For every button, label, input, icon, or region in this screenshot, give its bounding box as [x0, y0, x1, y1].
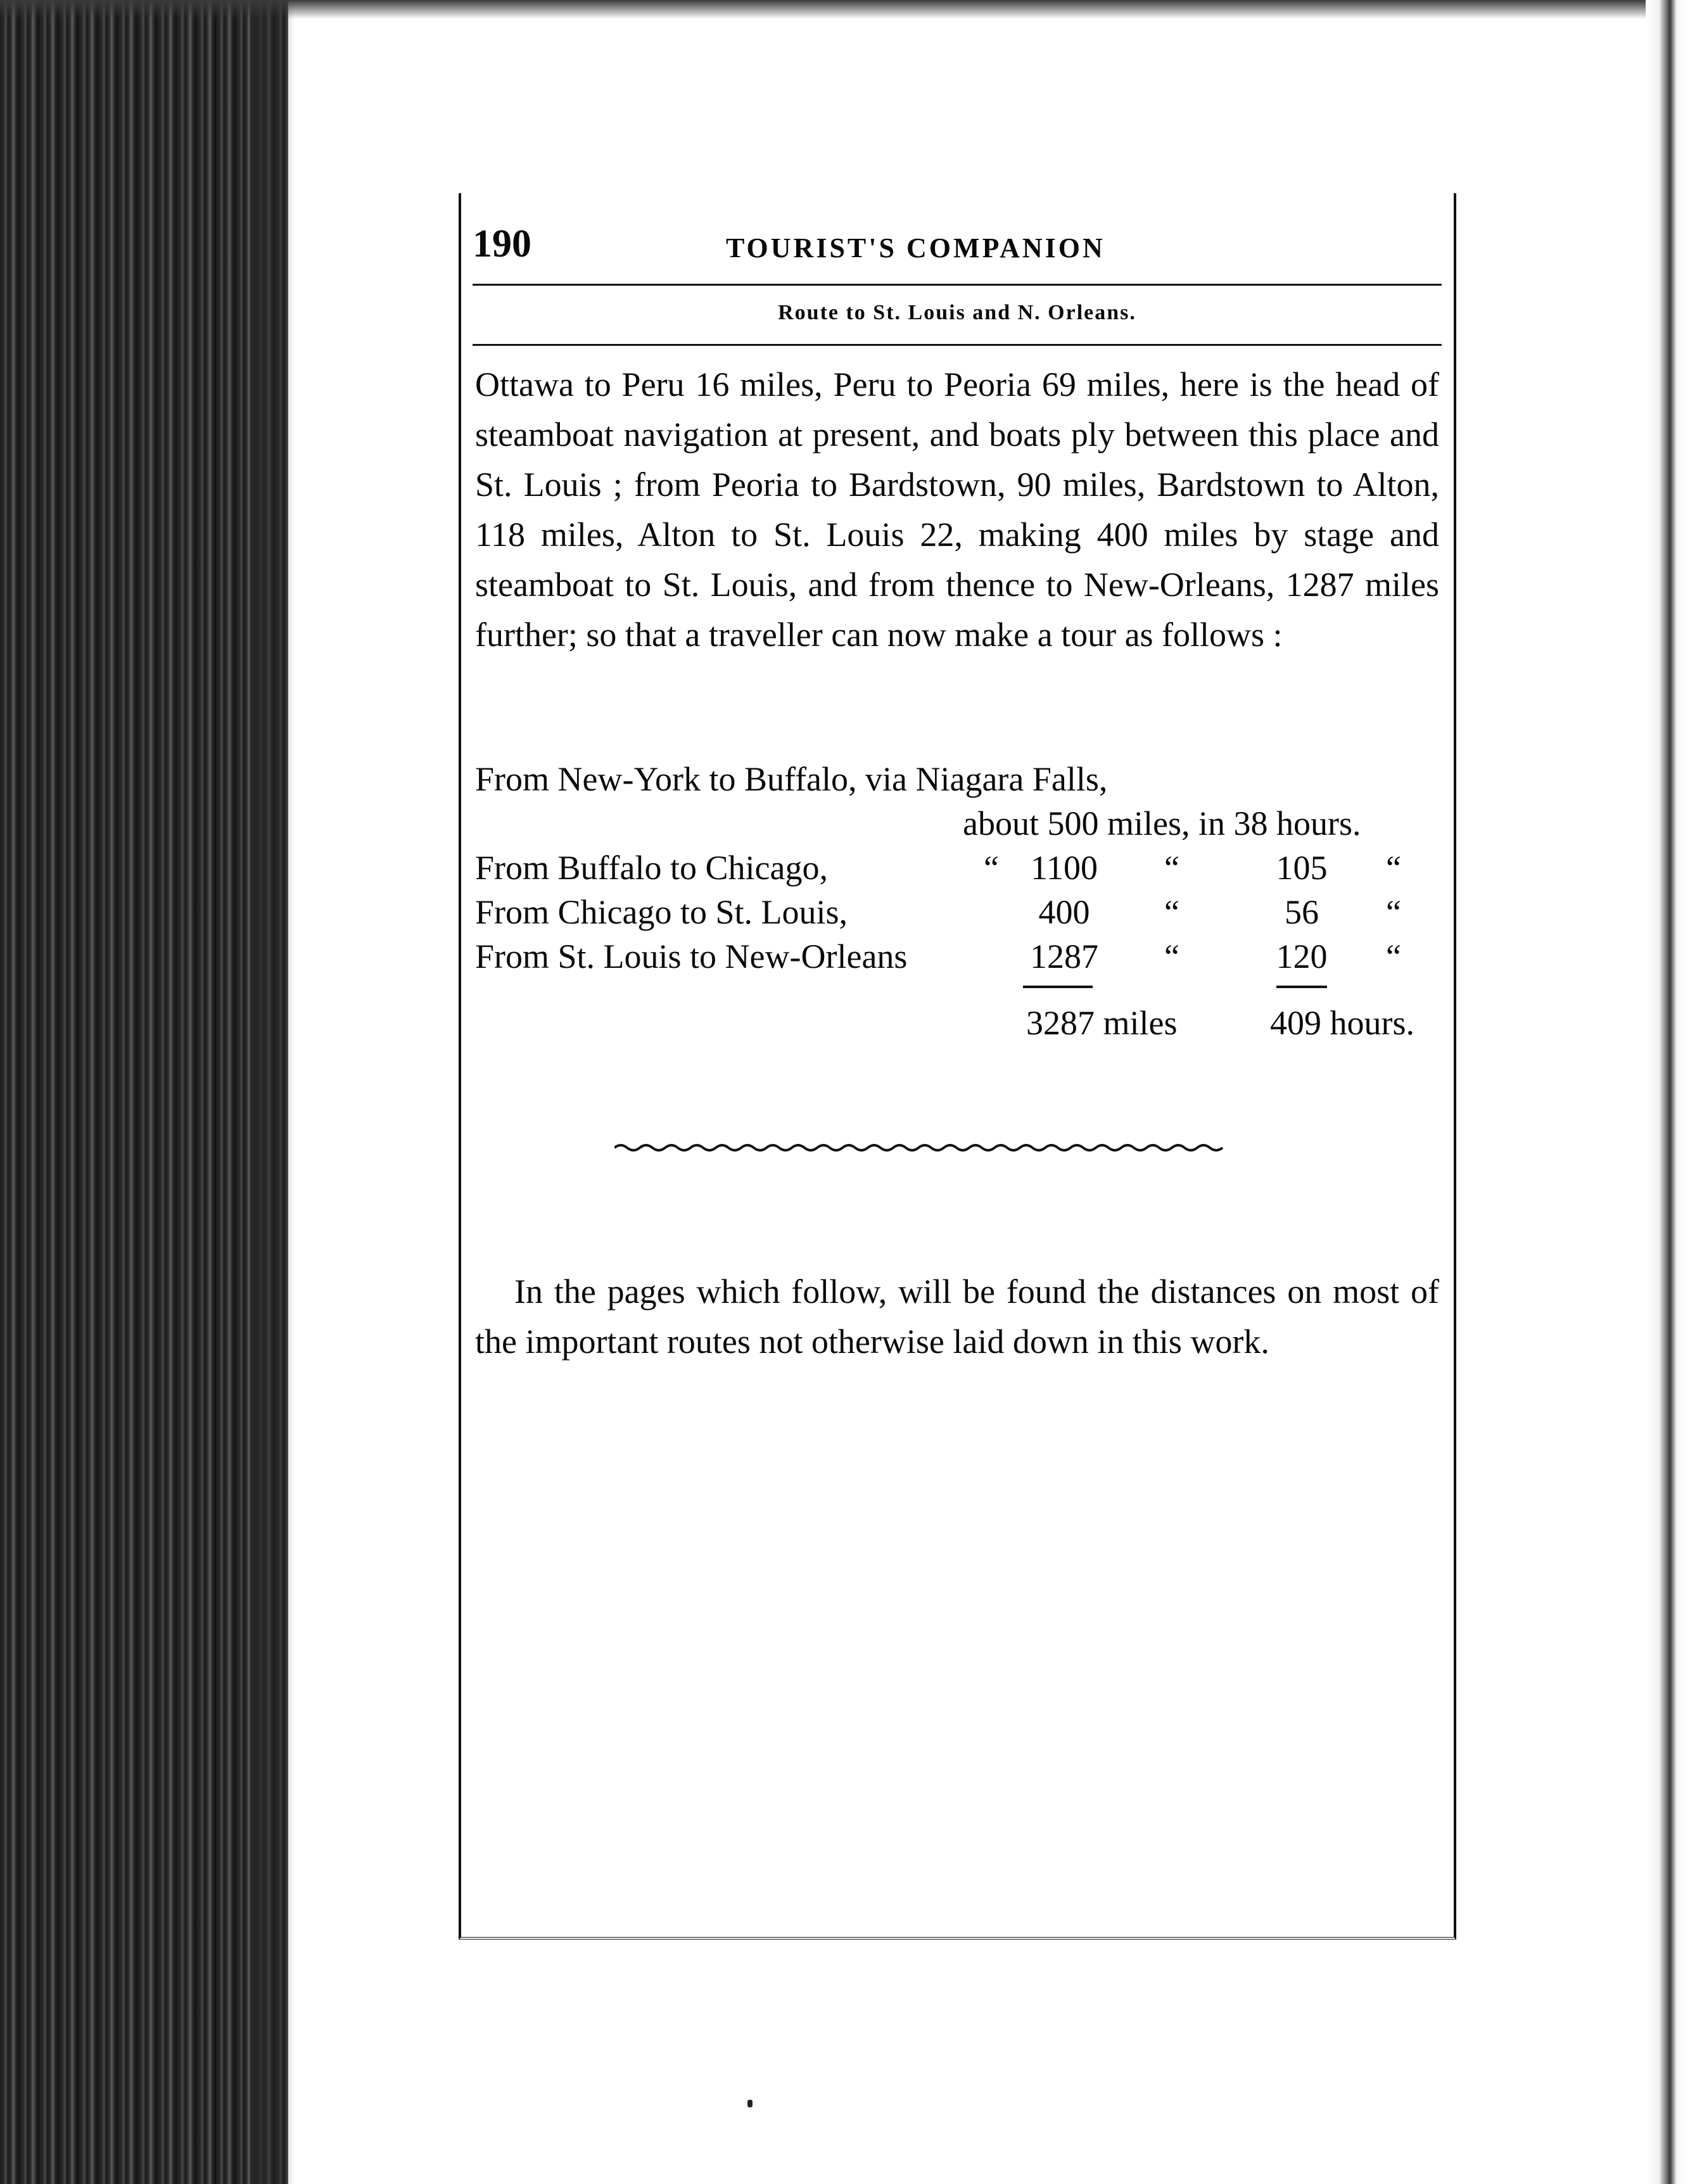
running-title: TOURIST'S COMPANION [726, 232, 1105, 263]
route-miles: 1287 [1030, 937, 1098, 975]
top-shadow [0, 0, 1690, 19]
ditto-mark: “ [1386, 849, 1401, 887]
ditto-mark: “ [1164, 893, 1179, 931]
book-page-edges [0, 0, 288, 2184]
page-number: 190 [473, 222, 531, 265]
route-detail: about 500 miles, in 38 hours. [963, 804, 1361, 842]
ditto-mark: “ [1386, 937, 1401, 975]
ditto-mark: “ [1164, 849, 1179, 887]
ditto-mark: “ [984, 849, 999, 887]
closing-paragraph: In the pages which follow, will be found the distances on most of the important routes not otherwise laid down in this work. [475, 1273, 1439, 1361]
total-hours: 409 hours. [1270, 1004, 1414, 1042]
route-hours: 120 [1276, 937, 1328, 975]
table-row [475, 846, 1439, 890]
header-rule-top [473, 284, 1442, 286]
book-edge-shadow [250, 0, 295, 2184]
route-name: From New-York to Buffalo, via Niagara Falls, [475, 760, 1108, 798]
table-row [475, 890, 1439, 934]
print-speck [747, 2100, 753, 2107]
ditto-mark: “ [1386, 893, 1401, 931]
route-name: From St. Louis to New-Orleans [475, 937, 908, 975]
route-miles: 1100 [1031, 849, 1098, 887]
table-row [475, 934, 1439, 979]
route-table [475, 757, 1439, 979]
header-rule-bottom [473, 344, 1442, 346]
total-miles-rule [1023, 986, 1093, 988]
body-paragraph: Ottawa to Peru 16 miles, Peru to Peoria 69 miles, here is the head of steamboat navigation at present, and boats ply between this place and St. Louis ; from Peoria to Bardstown, 90 miles, Bardstown to Alton, 118 miles, Alton to St. Louis 22, making 400 miles by stage and steamboat to St. Louis, and from thence to New-Orleans, 1287 miles further; so that a traveller can now make a tour as follows : [475, 365, 1439, 654]
ditto-mark: “ [1164, 937, 1179, 975]
right-page-edge [1646, 0, 1690, 2184]
route-hours: 105 [1276, 849, 1328, 887]
total-hours-rule [1276, 986, 1327, 988]
wavy-divider [614, 1140, 1229, 1155]
route-name: From Buffalo to Chicago, [475, 849, 828, 887]
route-hours: 56 [1285, 893, 1319, 931]
route-name: From Chicago to St. Louis, [475, 893, 848, 931]
total-miles: 3287 miles [1026, 1004, 1178, 1042]
page-header [473, 219, 1448, 276]
route-row-first [475, 757, 1439, 801]
route-row-first-detail [475, 801, 1439, 846]
route-subtitle: Route to St. Louis and N. Orleans. [778, 301, 1136, 324]
route-miles: 400 [1038, 893, 1090, 931]
